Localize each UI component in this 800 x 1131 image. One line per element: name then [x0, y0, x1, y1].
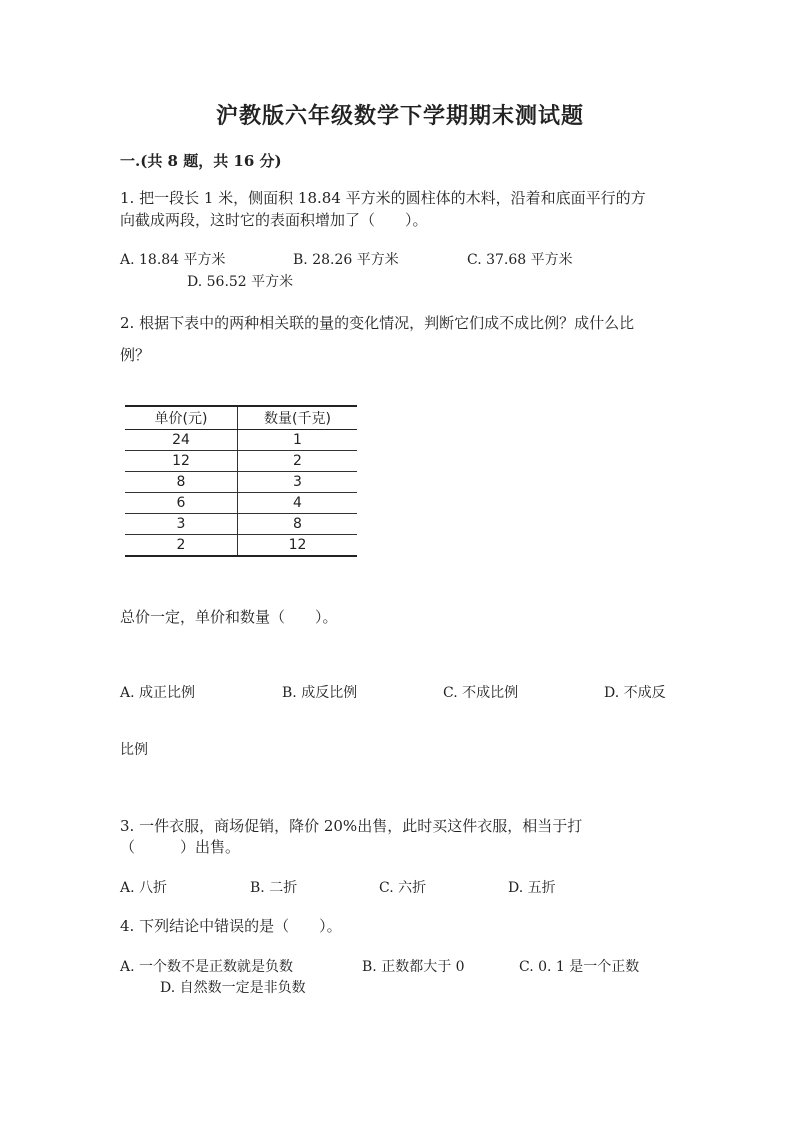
- question-1-option-b: B. 28.26 平方米: [293, 252, 399, 268]
- question-3-option-a: A. 八折: [120, 880, 168, 896]
- table-cell-price: 8: [125, 472, 238, 493]
- table-cell-price: 12: [125, 451, 238, 472]
- question-2-option-a: A. 成正比例: [120, 685, 196, 701]
- table-cell-price: 2: [125, 535, 238, 557]
- question-1-line-1: 1. 把一段长 1 米，侧面积 18.84 平方米的圆柱体的木料，沿着和底面平行的方: [120, 189, 646, 207]
- question-2-line-1: 2. 根据下表中的两种相关联的量的变化情况，判断它们成不成比例？成什么比: [120, 314, 635, 332]
- table-cell-quantity: 8: [238, 514, 358, 535]
- question-4-option-d: D. 自然数一定是非负数: [160, 980, 306, 996]
- question-2-option-d-continued: 比例: [120, 742, 148, 758]
- table-cell-quantity: 4: [238, 493, 358, 514]
- question-1-line-2: 向截成两段，这时它的表面积增加了（ ）。: [120, 211, 428, 229]
- table-row: [125, 514, 357, 535]
- table-row: [125, 535, 357, 557]
- table-header-quantity: 数量(千克): [238, 406, 358, 430]
- question-3-line-1: 3. 一件衣服，商场促销，降价 20%出售，此时买这件衣服，相当于打: [120, 817, 583, 835]
- table-cell-quantity: 1: [238, 430, 358, 451]
- table-row: [125, 472, 357, 493]
- table-row: [125, 493, 357, 514]
- page-title: 沪教版六年级数学下学期期末测试题: [215, 103, 584, 129]
- question-2-option-d: D. 不成反: [604, 685, 666, 701]
- question-1-option-a: A. 18.84 平方米: [120, 252, 226, 268]
- question-2-option-c: C. 不成比例: [443, 685, 519, 701]
- question-2-option-b: B. 成反比例: [282, 685, 358, 701]
- table-header-row: [125, 406, 357, 430]
- table-cell-quantity: 2: [238, 451, 358, 472]
- question-3-option-d: D. 五折: [508, 880, 556, 896]
- question-4-option-c: C. 0. 1 是一个正数: [519, 959, 640, 975]
- question-3-line-2: （ ）出售。: [120, 838, 241, 856]
- question-1-option-d: D. 56.52 平方米: [187, 274, 294, 290]
- table-cell-price: 3: [125, 514, 238, 535]
- table-cell-price: 24: [125, 430, 238, 451]
- table-header-price: 单价(元): [125, 406, 238, 430]
- question-2-prompt: 总价一定，单价和数量（ ）。: [120, 608, 338, 626]
- table-cell-quantity: 3: [238, 472, 358, 493]
- question-4-option-a: A. 一个数不是正数就是负数: [120, 959, 294, 975]
- question-2-line-2: 例？: [120, 346, 151, 364]
- table-row: [125, 430, 357, 451]
- table-row: [125, 451, 357, 472]
- price-quantity-table: [125, 405, 357, 557]
- table-cell-price: 6: [125, 493, 238, 514]
- question-3-option-c: C. 六折: [379, 880, 427, 896]
- question-4-line-1: 4. 下列结论中错误的是（ ）。: [120, 917, 342, 935]
- table-cell-quantity: 12: [238, 535, 358, 557]
- section-heading: 一.(共 8 题，共 16 分): [120, 152, 282, 170]
- question-4-option-b: B. 正数都大于 0: [362, 959, 465, 975]
- question-3-option-b: B. 二折: [250, 880, 298, 896]
- question-1-option-c: C. 37.68 平方米: [467, 252, 573, 268]
